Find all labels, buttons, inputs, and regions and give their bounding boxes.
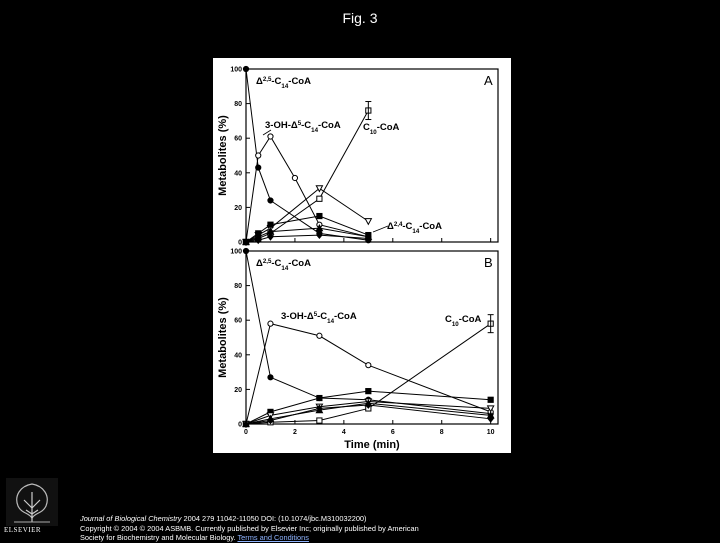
data-point <box>366 363 371 368</box>
y-tick-label: 100 <box>230 248 242 256</box>
copyright-line-2: Society for Biochemistry and Molecular Biology. <box>80 533 236 542</box>
annotation-label: $3-OH-\Delta^5-C_{14}$-CoA <box>265 119 341 134</box>
y-tick-label: 40 <box>234 352 242 360</box>
citation-ref: 2004 279 11042-11050 DOI: (10.1074/jbc.M310032200) <box>181 514 367 523</box>
x-tick-label: 8 <box>439 429 444 436</box>
x-tick-label: 10 <box>486 429 495 436</box>
y-axis-label: Metabolites (%) <box>217 297 229 378</box>
elsevier-logo-text: ELSEVIER <box>4 526 42 534</box>
x-tick-label: 2 <box>292 429 297 436</box>
panel-frame <box>246 69 498 242</box>
data-point <box>317 395 322 400</box>
data-point <box>268 375 273 380</box>
annotation-label: $\Delta^{2,5}-C_{14}$-CoA <box>256 75 311 90</box>
copyright-line: Copyright © 2004 © 2004 ASBMB. Currently published by Elsevier Inc; originally published by American <box>80 523 419 533</box>
journal-name: Journal of Biological Chemistry <box>80 514 182 523</box>
data-point <box>243 248 248 253</box>
y-tick-label: 80 <box>234 283 242 291</box>
annotation-label: $\Delta^{2,4}-C_{14}$-CoA <box>387 220 442 235</box>
data-point <box>366 389 371 394</box>
annotation-label: $C_{10}$-CoA <box>363 122 400 136</box>
x-tick-label: 0 <box>244 429 248 436</box>
y-axis-label: Metabolites (%) <box>217 115 229 196</box>
y-tick-label: 80 <box>234 101 242 109</box>
data-point <box>365 219 371 225</box>
y-tick-label: 60 <box>234 317 242 325</box>
y-tick-label: 100 <box>230 66 242 74</box>
series-line <box>246 69 368 240</box>
x-tick-label: 6 <box>390 429 395 436</box>
data-point <box>256 153 261 158</box>
data-point <box>243 66 248 71</box>
data-point <box>268 198 273 203</box>
annotation-pointer <box>373 226 388 232</box>
data-point <box>268 222 273 227</box>
annotation-label: $C_{10}$-CoA <box>445 314 482 328</box>
annotation-label: $\Delta^{2,5}-C_{14}$-CoA <box>256 257 311 272</box>
citation <box>80 514 720 543</box>
data-point <box>292 175 297 180</box>
data-point <box>488 397 493 402</box>
data-point <box>317 333 322 338</box>
series-line <box>246 136 368 242</box>
data-point <box>317 418 322 423</box>
y-tick-label: 0 <box>238 421 242 429</box>
data-point <box>268 134 273 139</box>
annotation-label: $3-OH-\Delta^5-C_{14}$-CoA <box>281 310 357 325</box>
figure-chart <box>213 58 511 453</box>
x-axis-label: Time (min) <box>344 439 400 451</box>
data-point <box>317 196 322 201</box>
data-point <box>268 321 273 326</box>
data-point <box>317 213 322 218</box>
terms-link[interactable]: Terms and Conditions <box>237 533 309 542</box>
y-tick-label: 0 <box>238 239 242 247</box>
y-tick-label: 20 <box>234 204 242 212</box>
y-tick-label: 60 <box>234 135 242 143</box>
y-tick-label: 20 <box>234 386 242 394</box>
y-tick-label: 40 <box>234 170 242 178</box>
panel-letter: B <box>484 255 493 270</box>
x-tick-label: 4 <box>341 429 346 436</box>
panel-letter: A <box>484 73 493 88</box>
figure-image <box>213 58 511 453</box>
figure-title: Fig. 3 <box>342 10 378 26</box>
